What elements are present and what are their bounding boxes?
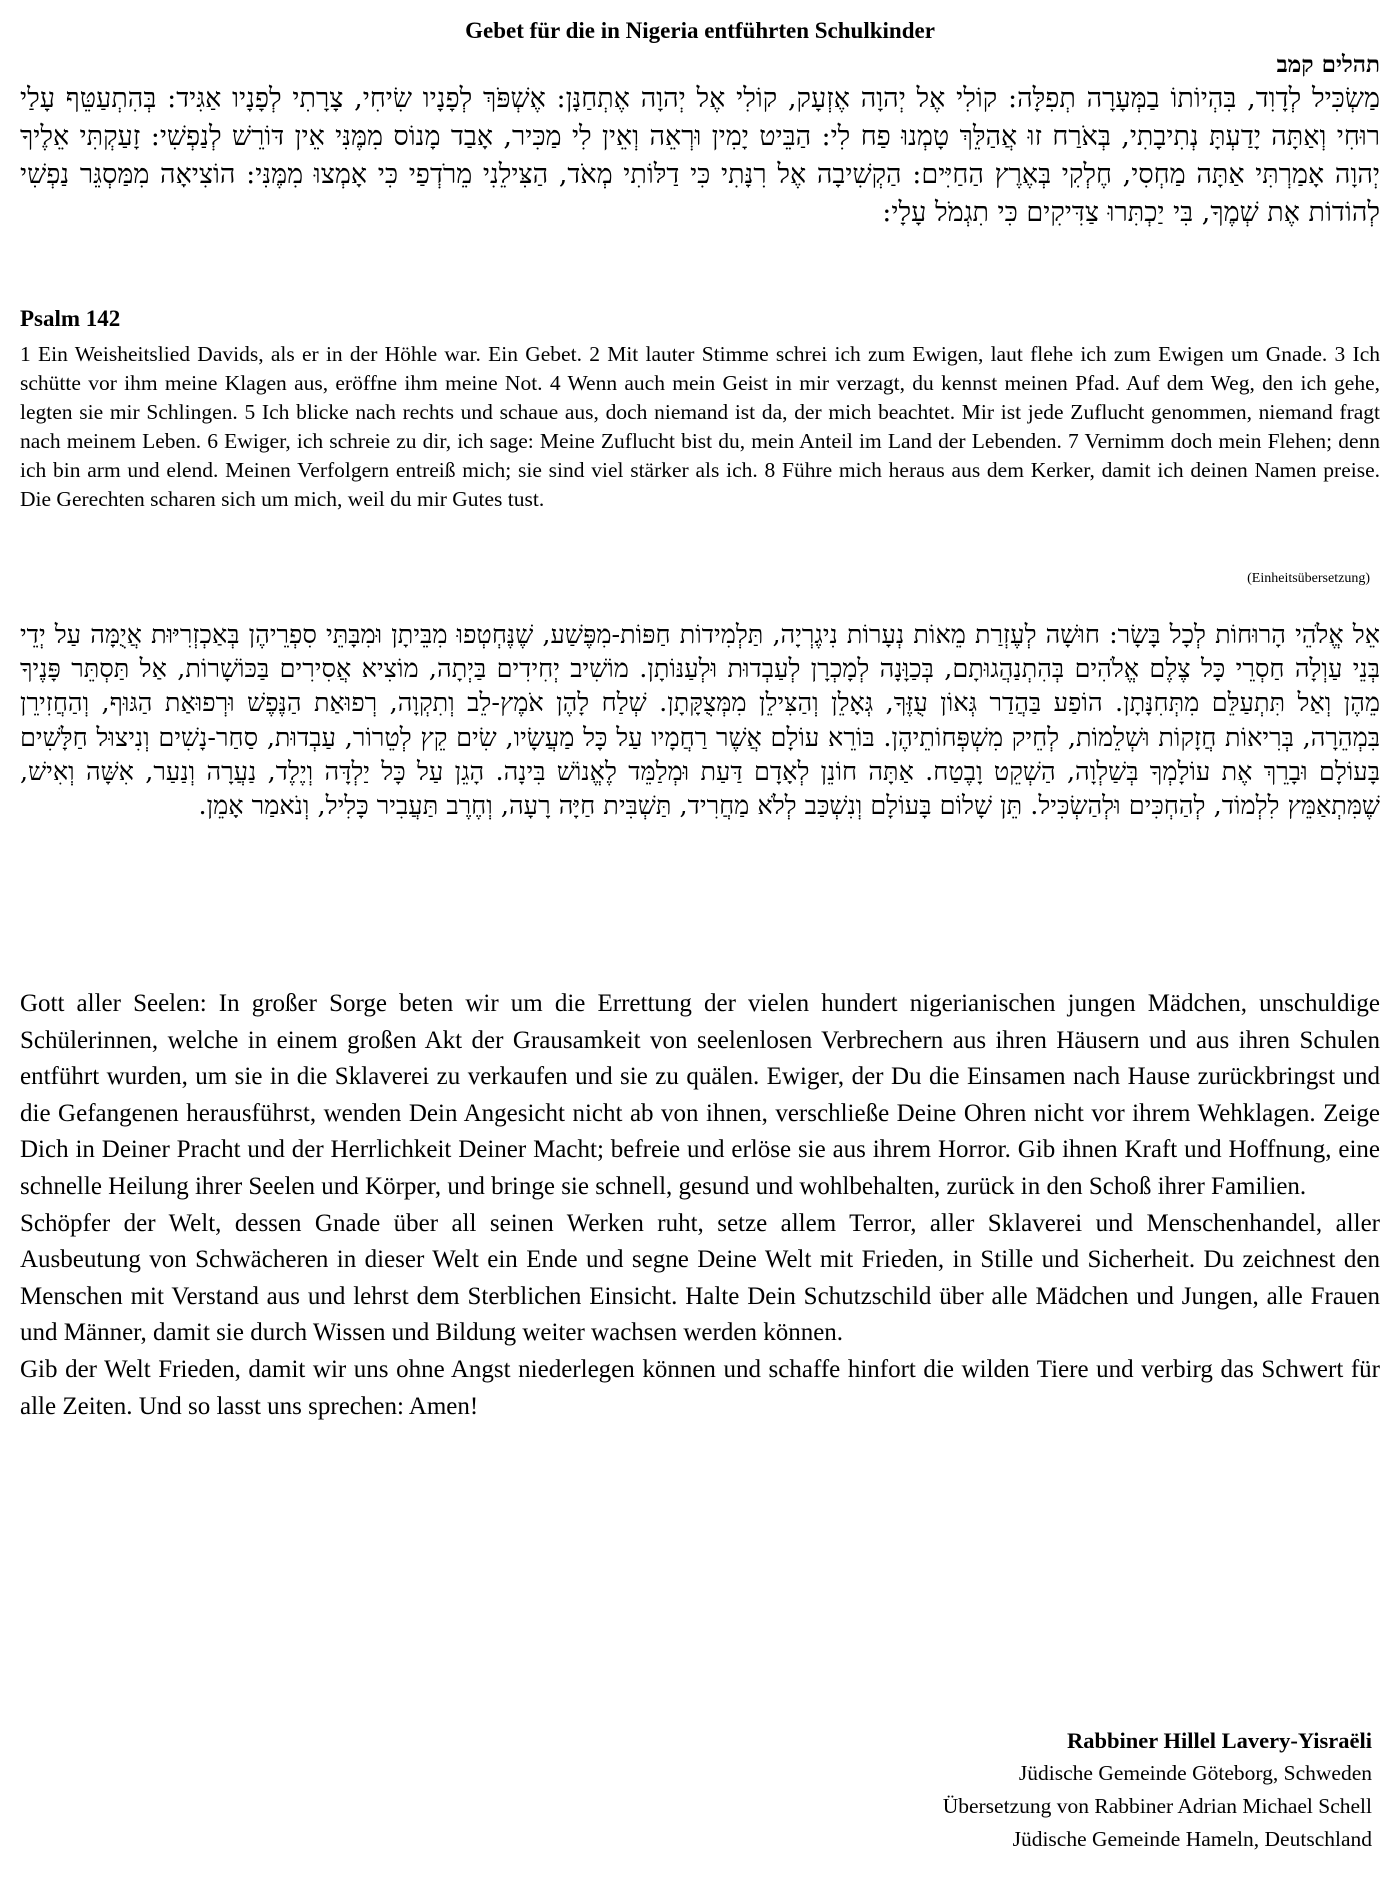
signature-community: Jüdische Gemeinde Göteborg, Schweden bbox=[1018, 1761, 1372, 1785]
signature-translation-credit: Übersetzung von Rabbiner Adrian Michael Schell bbox=[942, 1794, 1372, 1818]
psalm-translation-source: (Einheitsübersetzung) bbox=[1247, 571, 1370, 586]
hebrew-psalm-text: מַשְׂכִּיל לְדָוִד, בִּהְיוֹתוֹ בַמְּעָרָה תְפִלָּה: קוֹלִי אֶל יְהוָה אֶזְעָק, קוֹלִי אֶל יְהוָה אֶתְחַנָּן: אֶשְׁפֹּךְ לְפָנָיו שִׂיחִי, צָרָתִי לְפָנָיו אַגִּיד: בְּהִתְעַטֵּף עָלַי רוּחִי וְאַתָּה יָדַעְתָּ נְתִיבָתִי, בְּאֹרַח זוּ אֲהַלֵּךְ טָמְנוּ פַח לִי: הַבֵּיט יָמִין וּרְאֵה וְאֵין לִי מַכִּיר, אָבַד מָנוֹס מִמֶּנִּי אֵין דּוֹרֵשׁ לְנַפְשִׁי: זָעַקְתִּי אֵלֶיךָ יְהוָה אָמַרְתִּי אַתָּה מַחְסִי, חֶלְקִי בְּאֶרֶץ הַחַיִּים: הַקְשִׁיבָה אֶל רִנָּתִי כִּי דַלּוֹתִי מְאֹד, הַצִּילֵנִי מֵרֹדְפַי כִּי אָמְצוּ מִמֶּנִּי: הוֹצִיאָה מִמַּסְגֵּר נַפְשִׁי לְהוֹדוֹת אֶת שְׁמֶךָ, בִּי יַכְתִּרוּ צַדִּיקִים כִּי תִגְמֹל עָלָי: bbox=[20, 83, 1380, 228]
signature-block bbox=[943, 1724, 1372, 1856]
psalm-label: Psalm 142 bbox=[20, 306, 121, 331]
hebrew-prayer-text: אֵל אֱלֹהֵי הָרוּחוֹת לְכָל בָּשָׂר: חוּשָׁה לְעֶזְרַת מֵאוֹת נְעָרוֹת נִיגֶרְיָה, תַּלְמִידוֹת חַפּוֹת-מִפֶּשַׁע, שֶׁנֶּחְטְפוּ מִבֵּיתָן וּמִבָּתֵּי סִפְרֵיהֶן בְּאַכְזְרִיּוּת אֲיֻמָּה עַל יְדֵי בְּנֵי עַוְלָה חַסְרֵי כָּל צֶלֶם אֱלֹהִים בְּהִתְנַהֲגוּתָם, בְּכַוָּנָה לְמָכְרָן לְעַבְדוּת וּלְעַנּוֹתָן. מוֹשִׁיב יְחִידִים בַּיְתָה, מוֹצִיא אֲסִירִים בַּכּוֹשָׁרוֹת, אַל תַּסְתֵּר פָּנֶיךָ מֵהֶן וְאַל תִּתְעַלֵּם מִתְּחִנָּתָן. הוֹפַע בַּהֲדַר גְּאוֹן עֻזֶּךָ, גְּאָלֵן וְהַצִּילֵן מִמְּצֻקָּתָן. שְׁלַח לָהֶן אֹמֶץ-לֵב וְתִקְוָה, רְפוּאַת הַנֶּפֶשׁ וּרְפוּאַת הַגּוּף, וְהַחֲזִירֵן בִּמְהֵרָה, בְּרִיאוֹת חֲזָקוֹת וּשְׁלֵמוֹת, לְחֵיק מִשְׁפְּחוֹתֵיהֶן. בּוֹרֵא עוֹלָם אֲשֶׁר רַחֲמָיו עַל כָּל מַעֲשָׂיו, שִׂים קֵץ לְטֵרוֹר, עַבְדוּת, סַחַר-נָשִׁים וְנִיצוּל חַלָּשִׁים בָּעוֹלָם וּבָרֵךְ אֶת עוֹלָמְךָ בְּשַׁלְוָה, הַשְׁקֵט וָבֶטַח. אַתָּה חוֹנֵן לְאָדָם דַּעַת וּמְלַמֵּד לֶאֱנוֹשׁ בִּינָה. הָגֵן עַל כָּל יַלְדָּה וְיֶלֶד, נַעֲרָה וְנַעַר, אִשָּׁה וְאִישׁ, שֶׁמִּתְאַמֵּץ לִלְמוֹד, לְהַחְכִּים וּלְהַשְׂכִּיל. תֵּן שָׁלוֹם בָּעוֹלָם וְנִשְׁכַּב לְלֹא מַחֲרִיד, תַּשְׁבִּית חַיָּה רָעָה, וְחֶרֶב תַּעֲבִיר כָּלִיל, וְנֹאמַר אָמֵן. bbox=[20, 620, 1380, 822]
signature-name: Rabbiner Hillel Lavery-Yisraëli bbox=[1067, 1728, 1372, 1753]
document-page bbox=[20, 0, 1380, 1884]
german-prayer-paragraph: Schöpfer der Welt, dessen Gnade über all seinen Werken ruht, setze allem Terror, aller Sklaverei und Menschenhandel, aller Ausbeutung von Schwächeren in dieser Welt ein Ende und segne Deine Welt mit Frieden, in Stille und Sicherheit. Du zeichnest den Menschen mit Verstand aus und lehrst dem Sterblichen Einsicht. Halte Dein Schutzschild über alle Mädchen und Jungen, alle Frauen und Männer, damit sie durch Wissen und Bildung weiter wachsen werden können. bbox=[20, 1209, 1380, 1347]
german-prayer bbox=[20, 986, 1380, 1425]
psalm-german-translation: 1 Ein Weisheitslied Davids, als er in der Höhle war. Ein Gebet. 2 Mit lauter Stimme schrei ich zum Ewigen, laut flehe ich zum Ewigen um Gnade. 3 Ich schütte vor ihm meine Klagen aus, eröffne ihm meine Not. 4 Wenn auch mein Geist in mir verzagt, du kennst meinen Pfad. Auf dem Weg, den ich gehe, legten sie mir Schlingen. 5 Ich blicke nach rechts und schaue aus, doch niemand ist da, der mich beachtet. Mir ist jede Zuflucht genommen, niemand fragt nach meinem Leben. 6 Ewiger, ich schreie zu dir, ich sage: Meine Zuflucht bist du, mein Anteil im Land der Lebenden. 7 Vernimm doch mein Flehen; denn ich bin arm und elend. Meinen Verfolgern entreiß mich; sie sind viel stärker als ich. 8 Führe mich heraus aus dem Kerker, damit ich deinen Namen preise. Die Gerechten scharen sich um mich, weil du mir Gutes tust. bbox=[20, 342, 1380, 511]
document-title: Gebet für die in Nigeria entführten Schulkinder bbox=[465, 18, 935, 43]
hebrew-psalm-heading: תהלים קמב bbox=[1276, 51, 1380, 78]
german-prayer-paragraph: Gott aller Seelen: In großer Sorge beten wir um die Errettung der vielen hundert nigerianischen jungen Mädchen, unschuldige Schülerinnen, welche in einem großen Akt der Grausamkeit von seelenlosen Verbrechern aus ihren Häusern und aus ihren Schulen entführt wurden, um sie in die Sklaverei zu verkaufen und sie zu quälen. Ewiger, der Du die Einsamen nach Hause zurückbringst und die Gefangenen herausführst, wenden Dein Angesicht nicht ab von ihnen, verschließe Deine Ohren nicht vor ihrem Wehklagen. Zeige Dich in Deiner Pracht und der Herrlichkeit Deiner Macht; befreie und erlöse sie aus ihrem Horror. Gib ihnen Kraft und Hoffnung, eine schnelle Heilung ihrer Seelen und Körper, und bringe sie schnell, gesund und wohlbehalten, zurück in den Schoß ihrer Familien. bbox=[20, 990, 1380, 1200]
german-prayer-paragraph: Gib der Welt Frieden, damit wir uns ohne Angst niederlegen können und schaffe hinfort die wilden Tiere und verbirg das Schwert für alle Zeiten. Und so lasst uns sprechen: Amen! bbox=[20, 1355, 1380, 1420]
signature-translator-community: Jüdische Gemeinde Hameln, Deutschland bbox=[1012, 1827, 1372, 1851]
